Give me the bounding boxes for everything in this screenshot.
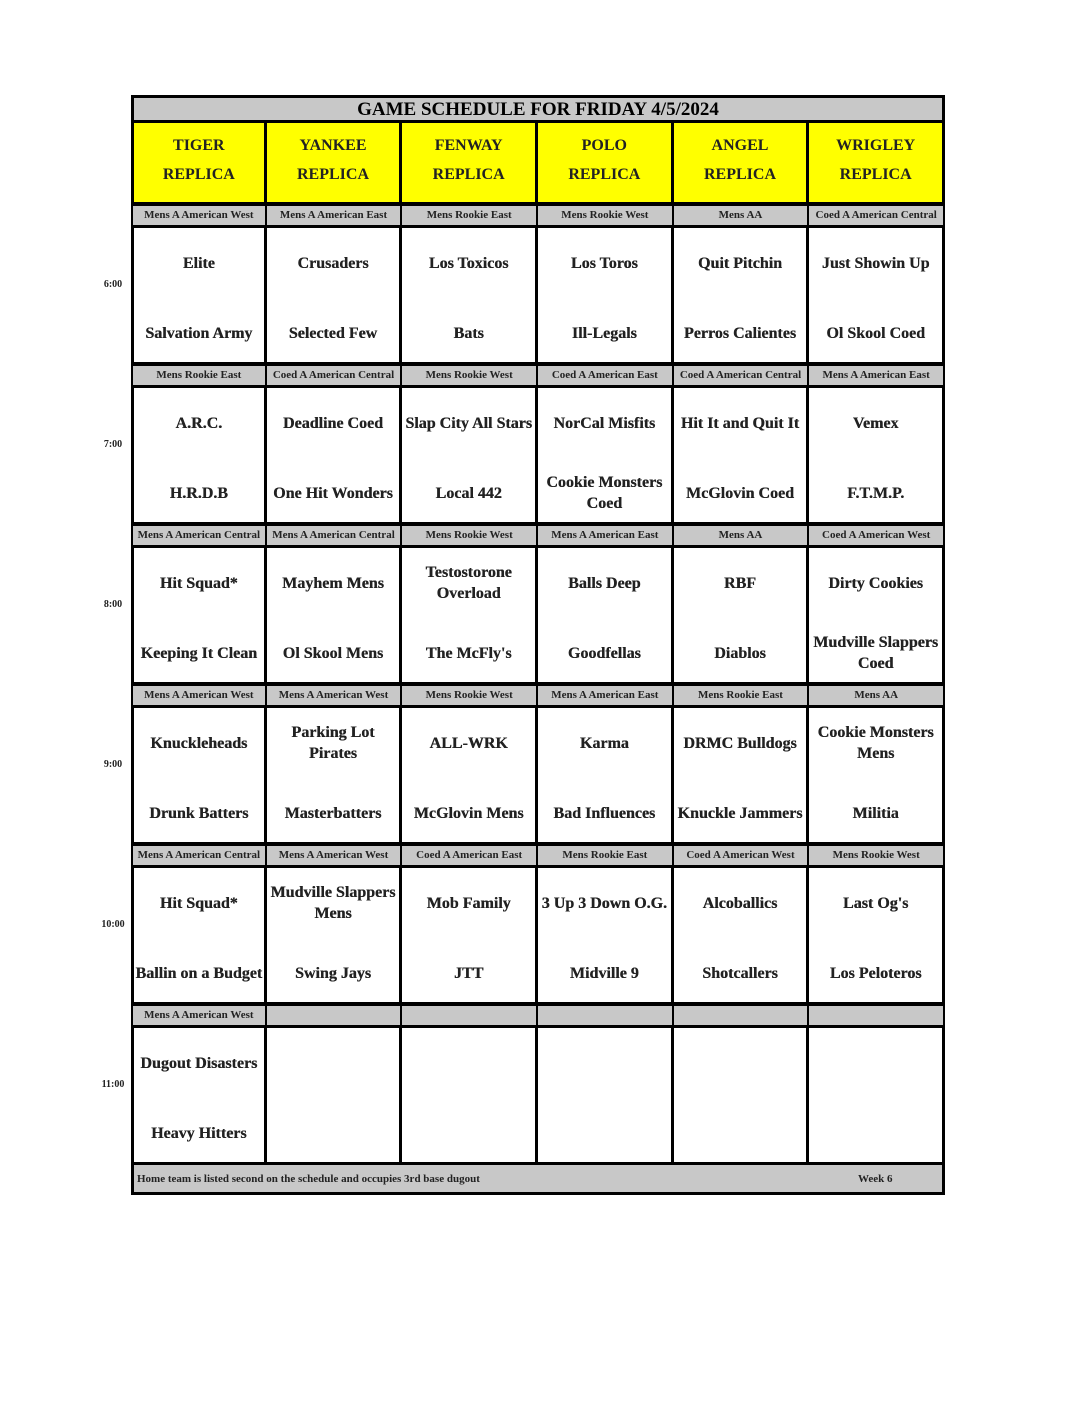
- division-label: Mens Rookie East: [402, 205, 538, 227]
- division-label: Mens A American West: [131, 1005, 267, 1027]
- away-team: NorCal Misfits: [553, 414, 656, 432]
- home-team: Ill-Legals: [571, 324, 637, 342]
- time-label: 6:00: [103, 279, 123, 290]
- division-label: Mens AA: [809, 685, 945, 707]
- division-label: Mens A American West: [131, 685, 267, 707]
- away-team: A.R.C.: [175, 414, 223, 432]
- home-team: F.T.M.P.: [847, 484, 905, 502]
- away-team: Knuckleheads: [150, 734, 248, 752]
- away-team: Vemex: [852, 414, 899, 432]
- game-cell: [267, 547, 403, 685]
- division-label: Mens A American Central: [131, 525, 267, 547]
- game-cell: [267, 1027, 403, 1165]
- home-team: [674, 1108, 807, 1158]
- game-cell: [267, 707, 403, 845]
- division-label: Mens A American West: [131, 205, 267, 227]
- away-team: [267, 1038, 400, 1088]
- division-label: Mens AA: [674, 525, 810, 547]
- field-header-wrigley: [809, 123, 945, 205]
- game-cell: [131, 387, 267, 525]
- game-cell: [538, 707, 674, 845]
- game-cell: [674, 387, 810, 525]
- home-team: Cookie Monsters Coed: [546, 474, 663, 512]
- away-team: Crusaders: [297, 254, 369, 272]
- game-cell: [131, 707, 267, 845]
- home-team: Drunk Batters: [149, 804, 249, 822]
- away-team: Quit Pitchin: [697, 254, 782, 272]
- game-row: [131, 227, 945, 365]
- division-label: Mens Rookie West: [402, 365, 538, 387]
- away-team: RBF: [723, 574, 756, 592]
- field-name: ANGEL: [711, 137, 769, 154]
- division-label: Coed A American West: [809, 525, 945, 547]
- away-team: [402, 1038, 535, 1088]
- time-slots: [131, 205, 945, 1165]
- home-team: Selected Few: [288, 324, 378, 342]
- division-label: Mens A American East: [538, 685, 674, 707]
- division-label: Coed A American Central: [674, 365, 810, 387]
- division-label: [674, 1005, 810, 1027]
- division-label: Mens A American West: [267, 685, 403, 707]
- game-cell: [809, 547, 945, 685]
- home-team: Mudville Slappers Coed: [813, 634, 939, 672]
- home-team: Militia: [852, 804, 899, 822]
- game-cell: [674, 1027, 810, 1165]
- game-cell: [674, 227, 810, 365]
- division-label: Coed A American West: [674, 845, 810, 867]
- field-name: POLO: [581, 137, 627, 154]
- time-label: 7:00: [103, 439, 123, 450]
- game-row: [131, 387, 945, 525]
- home-team: The McFly's: [425, 644, 512, 662]
- division-label: [809, 1005, 945, 1027]
- away-team: ALL-WRK: [429, 734, 508, 752]
- away-team: Los Toros: [570, 254, 638, 272]
- game-cell: [674, 547, 810, 685]
- division-label: Mens Rookie East: [538, 845, 674, 867]
- division-label: Mens A American Central: [131, 845, 267, 867]
- field-name: WRIGLEY: [836, 137, 916, 154]
- division-label: Mens AA: [674, 205, 810, 227]
- home-team: Keeping It Clean: [140, 644, 258, 662]
- division-label: Mens A American West: [267, 845, 403, 867]
- field-sub: REPLICA: [568, 166, 641, 183]
- home-team: [267, 1108, 400, 1158]
- home-team: Ballin on a Budget: [135, 964, 263, 982]
- game-cell: [402, 547, 538, 685]
- schedule-title: GAME SCHEDULE FOR FRIDAY 4/5/2024: [131, 95, 945, 123]
- home-team: Masterbatters: [284, 804, 382, 822]
- home-team: Heavy Hitters: [151, 1124, 247, 1142]
- home-team: Ol Skool Mens: [282, 644, 384, 662]
- away-team: Dirty Cookies: [828, 574, 923, 592]
- away-team: [538, 1038, 671, 1088]
- field-name: TIGER: [173, 137, 225, 154]
- away-team: Cookie Monsters Mens: [817, 724, 934, 762]
- away-team: DRMC Bulldogs: [683, 734, 797, 752]
- division-label: Mens Rookie West: [402, 525, 538, 547]
- field-sub: REPLICA: [162, 166, 235, 183]
- away-team: Hit It and Quit It: [680, 414, 800, 432]
- home-team: Bad Influences: [553, 804, 656, 822]
- time-label: 11:00: [101, 1079, 125, 1090]
- time-label: 9:00: [103, 759, 123, 770]
- home-team: Knuckle Jammers: [677, 804, 803, 822]
- home-team: [538, 1108, 671, 1158]
- home-team: One Hit Wonders: [273, 484, 393, 502]
- away-team: Elite: [182, 254, 215, 272]
- division-label: [402, 1005, 538, 1027]
- game-cell: [131, 547, 267, 685]
- game-row: [131, 1027, 945, 1165]
- division-row: [131, 1005, 945, 1027]
- game-cell: [131, 227, 267, 365]
- field-header-angel: [674, 123, 810, 205]
- home-team: Swing Jays: [294, 964, 371, 982]
- home-team: McGlovin Coed: [685, 484, 794, 502]
- game-cell: [809, 387, 945, 525]
- game-cell: [538, 1027, 674, 1165]
- home-team: Ol Skool Coed: [826, 324, 925, 342]
- away-team: Deadline Coed: [282, 414, 383, 432]
- division-label: [267, 1005, 403, 1027]
- home-team: [402, 1108, 535, 1158]
- division-label: Coed A American East: [402, 845, 538, 867]
- game-cell: [809, 707, 945, 845]
- game-cell: [538, 387, 674, 525]
- away-team: Los Toxicos: [428, 254, 509, 272]
- game-cell: [131, 867, 267, 1005]
- game-cell: [402, 227, 538, 365]
- game-cell: [538, 547, 674, 685]
- home-team: Salvation Army: [145, 324, 253, 342]
- game-cell: [402, 1027, 538, 1165]
- division-label: Mens A American East: [538, 525, 674, 547]
- home-team: Goodfellas: [567, 644, 641, 662]
- game-cell: [809, 867, 945, 1005]
- away-team: Balls Deep: [568, 574, 641, 592]
- field-header-polo: [538, 123, 674, 205]
- field-header-row: [131, 123, 945, 205]
- division-row: [131, 685, 945, 707]
- away-team: Dugout Disasters: [140, 1054, 258, 1072]
- division-label: Coed A American Central: [809, 205, 945, 227]
- game-cell: [131, 1027, 267, 1165]
- away-team: Hit Squad*: [159, 894, 238, 912]
- time-label: 10:00: [101, 919, 125, 930]
- away-team: Mudville Slappers Mens: [270, 884, 396, 922]
- away-team: Mayhem Mens: [282, 574, 384, 592]
- week-label: Week 6: [858, 1173, 893, 1185]
- home-team: Perros Calientes: [683, 324, 797, 342]
- division-label: Mens Rookie East: [131, 365, 267, 387]
- game-cell: [267, 867, 403, 1005]
- division-label: Coed A American East: [538, 365, 674, 387]
- field-sub: REPLICA: [296, 166, 369, 183]
- game-cell: [538, 867, 674, 1005]
- division-label: Coed A American Central: [267, 365, 403, 387]
- schedule-sheet: [131, 95, 945, 1195]
- home-team: Shotcallers: [702, 964, 778, 982]
- game-cell: [267, 387, 403, 525]
- field-sub: REPLICA: [432, 166, 505, 183]
- division-label: Mens A American Central: [267, 525, 403, 547]
- home-team: Midville 9: [569, 964, 639, 982]
- home-team: McGlovin Mens: [413, 804, 524, 822]
- home-team: JTT: [453, 964, 484, 982]
- field-sub: REPLICA: [703, 166, 776, 183]
- game-cell: [674, 867, 810, 1005]
- away-team: [674, 1038, 807, 1088]
- home-team: Local 442: [435, 484, 502, 502]
- home-team: Bats: [453, 324, 484, 342]
- division-label: Mens Rookie East: [674, 685, 810, 707]
- away-team: Just Showin Up: [821, 254, 930, 272]
- game-row: [131, 547, 945, 685]
- division-label: Mens Rookie West: [809, 845, 945, 867]
- away-team: 3 Up 3 Down O.G.: [541, 894, 667, 912]
- field-name: FENWAY: [434, 137, 503, 154]
- time-label: 8:00: [103, 599, 123, 610]
- division-label: Mens Rookie West: [402, 685, 538, 707]
- game-cell: [402, 707, 538, 845]
- game-cell: [538, 227, 674, 365]
- home-team: Los Peloteros: [829, 964, 922, 982]
- field-header-yankee: [267, 123, 403, 205]
- game-row: [131, 867, 945, 1005]
- division-label: Mens A American East: [809, 365, 945, 387]
- away-team: Slap City All Stars: [405, 414, 532, 432]
- field-header-tiger: [131, 123, 267, 205]
- division-label: [538, 1005, 674, 1027]
- division-row: [131, 365, 945, 387]
- field-name: YANKEE: [299, 137, 367, 154]
- game-cell: [267, 227, 403, 365]
- away-team: [809, 1038, 942, 1088]
- game-row: [131, 707, 945, 845]
- division-label: Mens Rookie West: [538, 205, 674, 227]
- game-cell: [809, 227, 945, 365]
- away-team: Last Og's: [842, 894, 909, 912]
- division-label: Mens A American East: [267, 205, 403, 227]
- game-cell: [402, 387, 538, 525]
- home-team: Diablos: [714, 644, 766, 662]
- division-row: [131, 525, 945, 547]
- away-team: Parking Lot Pirates: [291, 724, 375, 762]
- away-team: Testostorone Overload: [425, 564, 512, 602]
- away-team: Alcoballics: [702, 894, 778, 912]
- field-header-fenway: [402, 123, 538, 205]
- game-cell: [674, 707, 810, 845]
- away-team: Mob Family: [426, 894, 511, 912]
- away-team: Karma: [579, 734, 629, 752]
- home-team: H.R.D.B: [169, 484, 228, 502]
- game-cell: [809, 1027, 945, 1165]
- away-team: Hit Squad*: [159, 574, 238, 592]
- schedule-footer: [131, 1165, 945, 1195]
- game-cell: [402, 867, 538, 1005]
- division-row: [131, 845, 945, 867]
- field-sub: REPLICA: [839, 166, 912, 183]
- division-row: [131, 205, 945, 227]
- home-team-note: Home team is listed second on the schedule and occupies 3rd base dugout: [137, 1173, 480, 1185]
- home-team: [809, 1108, 942, 1158]
